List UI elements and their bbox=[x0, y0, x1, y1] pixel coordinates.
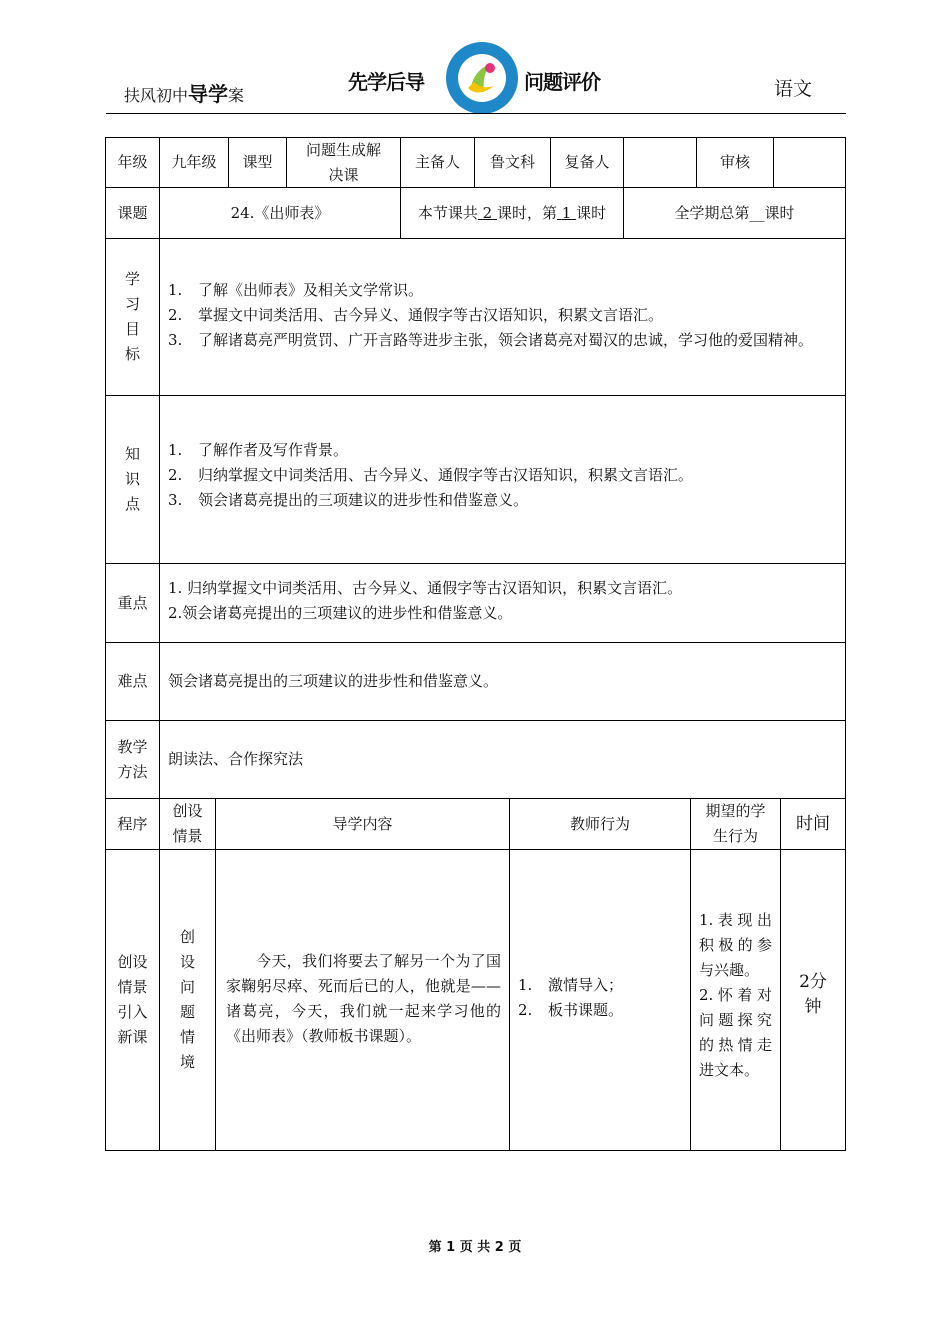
list-item bbox=[160, 278, 813, 303]
list-number: 2. bbox=[168, 305, 183, 324]
school-name: 扶风初中导学案 bbox=[124, 82, 245, 106]
subject: 语文 bbox=[774, 78, 813, 100]
key-point-line: 1. 归纳掌握文中词类活用、古今异义、通假字等古汉语知识，积累文言语汇。 bbox=[168, 579, 683, 597]
header-divider bbox=[106, 113, 846, 114]
col-teacher: 教师行为 bbox=[509, 798, 691, 850]
grade-label: 年级 bbox=[105, 137, 160, 188]
method-text: 朗读法、合作探究法 bbox=[159, 720, 846, 799]
audit-label: 审核 bbox=[696, 137, 774, 188]
slogan-left: 先学后导 bbox=[348, 70, 424, 94]
list-item bbox=[160, 463, 693, 488]
school-logo-icon bbox=[444, 40, 520, 116]
reviewer-label: 复备人 bbox=[550, 137, 624, 188]
difficulty-text: 领会诸葛亮提出的三项建议的进步性和借鉴意义。 bbox=[159, 642, 846, 721]
row-teacher bbox=[509, 849, 691, 1151]
list-item bbox=[160, 488, 693, 513]
list-number: 2. bbox=[168, 466, 183, 484]
list-item bbox=[160, 328, 813, 353]
type-label: 课型 bbox=[228, 137, 287, 188]
key-point-line: 2.领会诸葛亮提出的三项建议的进步性和借鉴意义。 bbox=[168, 604, 513, 622]
list-number: 1. bbox=[518, 976, 533, 994]
row-student bbox=[690, 849, 781, 1151]
list-item bbox=[160, 438, 693, 463]
list-number: 2. bbox=[518, 1001, 533, 1019]
term-total: 全学期总第__课时 bbox=[623, 187, 846, 239]
knowledge-list bbox=[160, 438, 693, 513]
lead-value: 鲁文科 bbox=[474, 137, 551, 188]
reviewer-value bbox=[623, 137, 697, 188]
list-number: 1. bbox=[168, 441, 183, 459]
list-text: 归纳掌握文中词类活用、古今异义、通假字等古汉语知识，积累文言语汇。 bbox=[198, 466, 694, 484]
list-text: 了解《出师表》及相关文学常识。 bbox=[198, 280, 424, 299]
audit-value bbox=[773, 137, 846, 188]
knowledge-label: 知识点 bbox=[105, 395, 160, 564]
row-situation: 创设问题情境 bbox=[159, 849, 216, 1151]
col-step: 程序 bbox=[105, 798, 160, 850]
col-situation: 创设情景 bbox=[159, 798, 216, 850]
row-content bbox=[215, 849, 510, 1151]
list-text: 了解诸葛亮严明赏罚、广开言路等进步主张，领会诸葛亮对蜀汉的忠诚，学习他的爱国精神。 bbox=[198, 330, 814, 349]
session-info: 本节课共 2 课时，第 1 课时 bbox=[400, 187, 624, 239]
page-number: 第 1 页 共 2 页 bbox=[428, 1240, 522, 1255]
type-value: 问题生成解决课 bbox=[286, 137, 401, 188]
goals-list bbox=[160, 278, 813, 353]
list-number: 3. bbox=[168, 330, 183, 349]
col-student: 期望的学生行为 bbox=[690, 798, 781, 850]
student-expectation: 2.怀着对问题探究的热情走进文本。 bbox=[699, 985, 772, 1079]
topic-value: 24.《出师表》 bbox=[159, 187, 401, 239]
list-text: 领会诸葛亮提出的三项建议的进步性和借鉴意义。 bbox=[198, 491, 529, 509]
list-text: 激情导入； bbox=[548, 976, 624, 994]
list-text: 板书课题。 bbox=[548, 1001, 624, 1019]
goals-content bbox=[159, 238, 846, 396]
col-time: 时间 bbox=[780, 798, 846, 850]
grade-value: 九年级 bbox=[159, 137, 229, 188]
teacher-actions bbox=[510, 973, 623, 1023]
list-item bbox=[160, 303, 813, 328]
list-number: 1. bbox=[168, 280, 183, 299]
list-text: 了解作者及写作背景。 bbox=[198, 441, 349, 459]
row-step: 创设情景引入新课 bbox=[105, 849, 160, 1151]
key-points-content bbox=[159, 563, 846, 643]
key-points-label: 重点 bbox=[105, 563, 160, 643]
list-item bbox=[510, 973, 623, 998]
topic-label: 课题 bbox=[105, 187, 160, 239]
difficulty-label: 难点 bbox=[105, 642, 160, 721]
slogan-right: 问题评价 bbox=[524, 70, 600, 94]
lead-label: 主备人 bbox=[400, 137, 475, 188]
knowledge-content bbox=[159, 395, 846, 564]
method-label: 教学方法 bbox=[105, 720, 160, 799]
guide-content-text: 今天，我们将要去了解另一个为了国家鞠躬尽瘁、死而后已的人，他就是——诸葛亮，今天，我们就一起来学习他的《出师表》（教师板书课题）。 bbox=[226, 952, 501, 1045]
list-text: 掌握文中词类活用、古今异义、通假字等古汉语知识，积累文言语汇。 bbox=[198, 305, 664, 324]
goals-label: 学习目标 bbox=[105, 238, 160, 396]
list-number: 3. bbox=[168, 491, 183, 509]
list-item bbox=[510, 998, 623, 1023]
row-time: 2分钟 bbox=[780, 849, 846, 1151]
col-content: 导学内容 bbox=[215, 798, 510, 850]
student-expectation: 1.表现出积极的参与兴趣。 bbox=[699, 910, 772, 979]
